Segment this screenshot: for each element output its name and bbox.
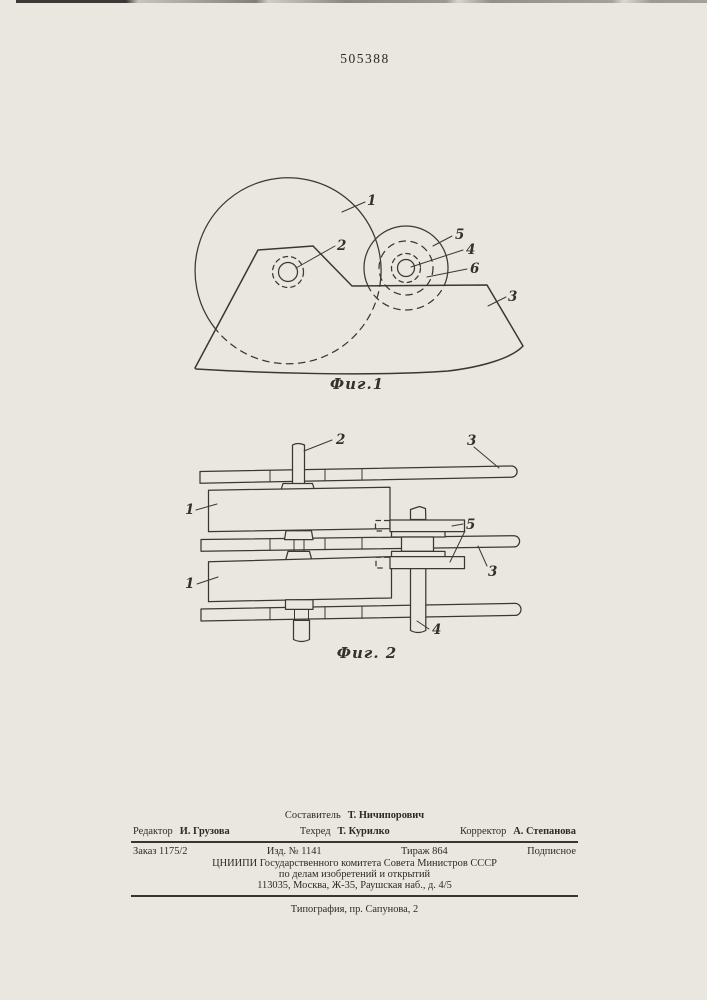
techred-name: Т. Курилко (337, 826, 390, 837)
fig1-right-inner-ring (392, 254, 421, 283)
printing-house-line: Типография, пр. Сапунова, 2 (290, 904, 419, 915)
fig2-label-1-upper: 1 (185, 502, 195, 518)
org-line-3: 113035, Москва, Ж-35, Раушская наб., д. 4/5 (257, 880, 452, 891)
org-line-2: по делам изобретений и открытий (278, 869, 431, 880)
fig2-label-1-lower: 1 (185, 576, 195, 592)
fig2-shaft-4-top-tab (411, 507, 426, 520)
fig2-lower-strip (392, 551, 446, 556)
fig2-lower-body (209, 557, 392, 602)
compiler-label: Составитель (284, 810, 341, 821)
publication-box (131, 841, 578, 897)
fig1-leader-5 (433, 236, 452, 246)
fig1-label-5: 5 (455, 227, 465, 243)
fig1-label-3: 3 (508, 289, 518, 305)
fig2-lower-plate (390, 557, 465, 569)
fig1-left-hub-ring (273, 257, 304, 288)
fig2-top-rail (200, 466, 517, 483)
org-line-1: ЦНИИПИ Государственного комитета Совета Министров СССР (212, 858, 497, 869)
corrector-cell (460, 826, 576, 837)
figure-1 (195, 178, 523, 393)
techred-label: Техред (299, 826, 331, 837)
fig2-hub-block (402, 537, 434, 551)
fig2-bottom-rail (201, 603, 521, 621)
fig2-middle-rail (201, 536, 520, 552)
fig2-label-5: 5 (466, 517, 476, 533)
fig1-wheel-outline (195, 178, 381, 327)
fig1-label-2: 2 (337, 238, 347, 254)
fig2-label-3-top: 3 (467, 433, 477, 449)
fig2-leader-3-right (478, 546, 487, 566)
tirazh: Тираж 864 (400, 846, 448, 857)
figure-2 (185, 432, 521, 662)
techred-cell (300, 826, 390, 837)
fig1-left-hub (279, 263, 298, 282)
fig2-leader-2 (304, 440, 332, 451)
corrector-label: Корректор (459, 826, 507, 837)
fig2-label-2: 2 (336, 432, 346, 448)
izd-number: Изд. № 1141 (266, 846, 322, 857)
compiler-line (131, 810, 578, 821)
fig1-wheel-hidden-arc (214, 285, 380, 364)
order-line (131, 846, 578, 857)
fig2-bottom-shaft (294, 620, 310, 641)
fig1-label-1: 1 (367, 193, 377, 209)
fig2-caption: Фиг. 2 (336, 644, 398, 662)
fig1-right-hub (398, 260, 415, 277)
fig1-right-outer-hidden (368, 285, 445, 310)
fig2-label-4: 4 (432, 622, 442, 638)
compiler-name: Т. Ничипорович (347, 810, 425, 821)
corrector-name: А. Степанова (513, 826, 576, 837)
fig1-label-4: 4 (466, 242, 476, 258)
patent-number: 505388 (340, 51, 390, 66)
fig1-right-middle-ring (379, 241, 433, 295)
fig1-leader-1 (342, 202, 365, 212)
fig1-caption: Фиг.1 (329, 375, 385, 393)
editor-label: Редактор (133, 826, 173, 837)
subscription: Подписное (527, 846, 576, 857)
fig2-upper-strip (392, 532, 446, 537)
editor-name: И. Грузова (179, 826, 230, 837)
editor-cell (133, 826, 230, 837)
fig2-top-shaft (293, 444, 305, 490)
fig2-lower-hub-bottom (286, 600, 314, 610)
order-number: Заказ 1175/2 (133, 846, 188, 857)
fig1-leader-3 (488, 297, 506, 306)
fig2-label-3-right: 3 (488, 564, 498, 580)
fig2-upper-hub-bottom (285, 531, 314, 540)
fig2-upper-body (209, 487, 391, 531)
fig1-leader-4 (411, 250, 463, 267)
staff-line (131, 826, 578, 837)
fig2-leader-3-top (474, 447, 499, 468)
imprint-block (131, 810, 578, 915)
fig1-label-6: 6 (470, 261, 480, 277)
